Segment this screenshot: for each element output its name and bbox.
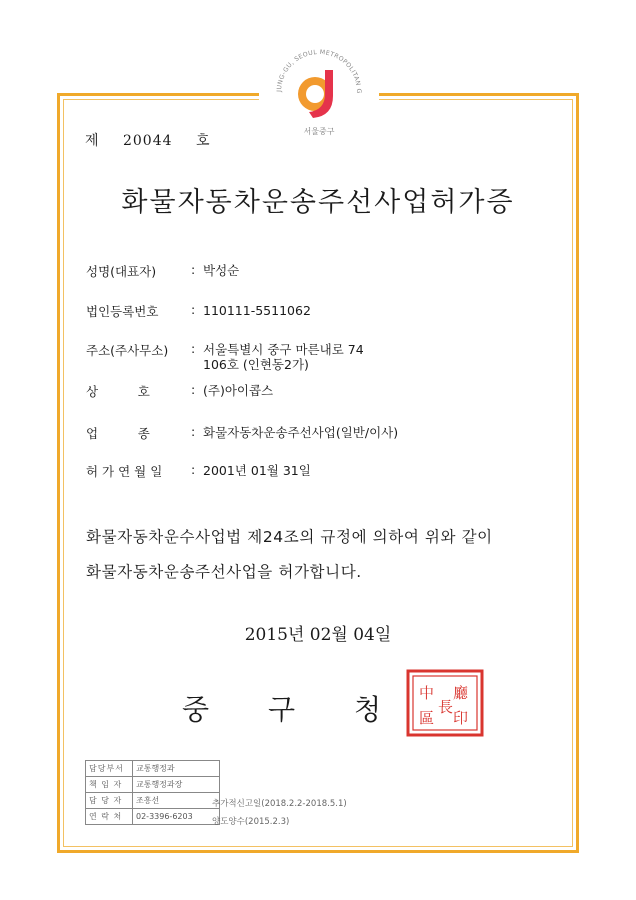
statement-line-2: 화물자동차운송주선사업을 허가합니다. <box>86 563 362 581</box>
svg-text:中: 中 <box>419 684 435 702</box>
cert-number-value: 20044 <box>122 133 173 149</box>
note-line-2: 양도양수(2015.2.3) <box>212 817 290 827</box>
note-line-1: 추가적신고일(2018.2.2-2018.5.1) <box>212 799 347 809</box>
field-value: 박성순 <box>203 263 240 278</box>
table-header-cell: 책 임 자 <box>86 777 133 793</box>
table-row <box>86 761 220 777</box>
field-value: 화물자동차운송주선사업(일반/이사) <box>203 425 399 440</box>
table-row <box>86 809 220 825</box>
table-row <box>86 793 220 809</box>
table-value-cell: 조흥선 <box>133 793 220 809</box>
emblem-korean-text: 서울중구 <box>303 127 335 136</box>
field-label: 성명(대표자) <box>86 264 157 279</box>
field-value: 2001년 01월 31일 <box>203 463 311 478</box>
document-title: 화물자동차운송주선사업허가증 <box>121 187 515 218</box>
svg-text:廳: 廳 <box>453 684 469 702</box>
field-value: 110111-5511062 <box>203 303 311 318</box>
field-label: 상 호 <box>86 384 150 399</box>
issuer-char: 청 <box>354 693 382 726</box>
issuer-char: 구 <box>268 693 296 726</box>
issuer-char: 중 <box>182 693 210 726</box>
jung-gu-emblem <box>259 30 379 150</box>
svg-text:區: 區 <box>419 709 435 727</box>
contact-info-table <box>85 760 220 825</box>
cert-number-suffix: 호 <box>195 133 211 149</box>
certificate-number <box>85 130 211 150</box>
issue-date: 2015년 02월 04일 <box>244 625 392 645</box>
table-value-cell: 교통행정과 <box>133 761 220 777</box>
svg-text:印: 印 <box>453 709 469 727</box>
field-label: 업 종 <box>86 426 150 441</box>
field-label: 허 가 연 월 일 <box>86 464 163 479</box>
table-row <box>86 777 220 793</box>
field-label: 주소(주사무소) <box>86 343 169 358</box>
table-header-cell: 연 락 처 <box>86 809 133 825</box>
field-value: 서울특별시 중구 마른내로 74 <box>203 342 364 357</box>
statement-line-1: 화물자동차운수사업법 제24조의 규정에 의하여 위와 같이 <box>86 528 493 546</box>
field-value: (주)아이콥스 <box>203 383 274 398</box>
table-value-cell: 02-3396-6203 <box>133 809 220 825</box>
svg-text:長: 長 <box>438 698 454 716</box>
cert-number-prefix: 제 <box>85 133 100 149</box>
table-header-cell: 담당부서 <box>86 761 133 777</box>
official-seal <box>405 668 485 738</box>
emblem-arc-text: JUNG-GU, SEOUL METROPOLITAN G <box>275 48 363 94</box>
table-header-cell: 담 당 자 <box>86 793 133 809</box>
field-value-line2: 106호 (인현동2가) <box>203 357 309 372</box>
table-value-cell: 교통행정과장 <box>133 777 220 793</box>
field-label: 법인등록번호 <box>86 304 159 319</box>
